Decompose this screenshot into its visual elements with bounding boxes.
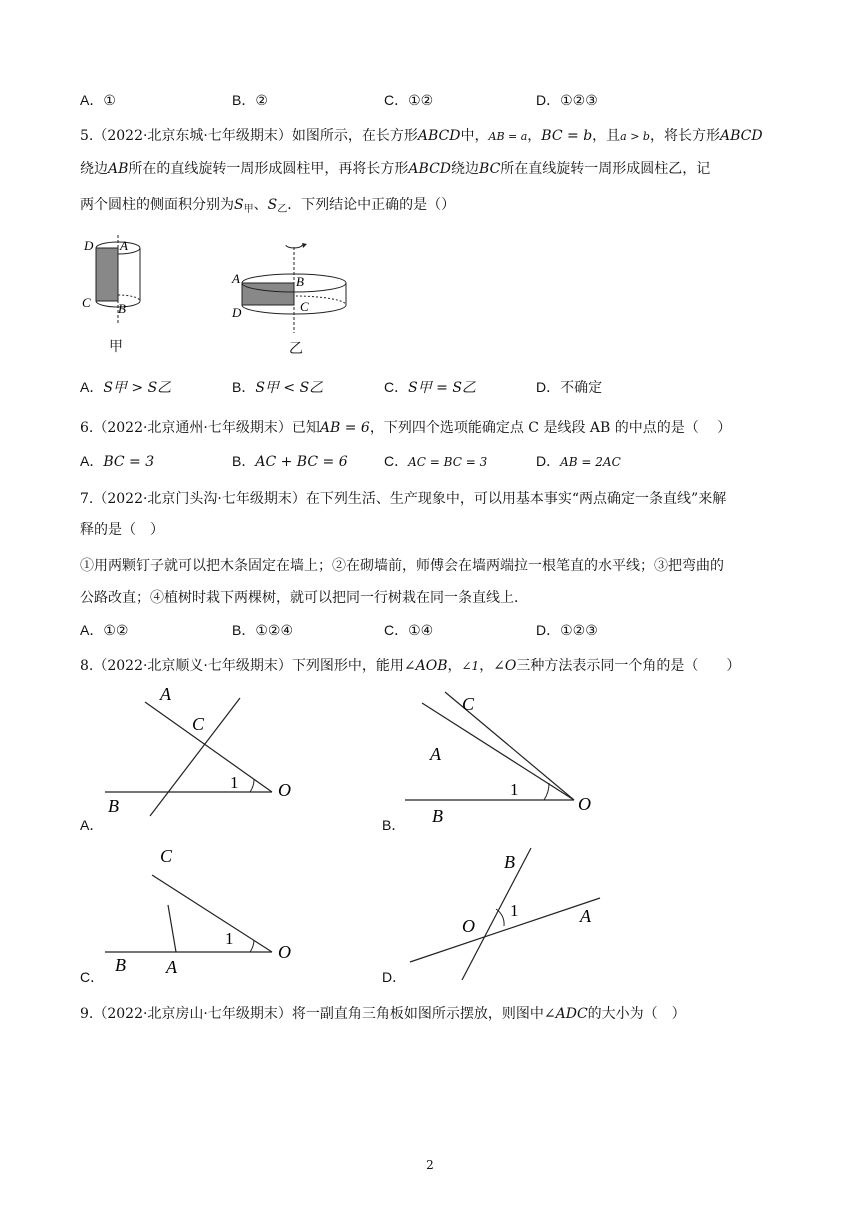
yi-label-c: C (300, 299, 309, 314)
q9-stem: 9.（2022·北京房山·七年级期末）将一副直角三角板如图所示摆放，则图中∠ADC的大小为（ ） (80, 1006, 686, 1022)
q5-option-a: A．S甲 > S乙 (80, 379, 172, 396)
q4-option-c: C．①② (384, 92, 434, 109)
q7-stem-line1: 7.（2022·北京门头沟·七年级期末）在下列生活、生产现象中，可以用基本事实“两点确定一条直线”来解 (80, 491, 727, 507)
fig-b-label-1: 1 (510, 780, 519, 799)
fig-d-label-1: 1 (510, 901, 519, 920)
q5-stem-line3: 两个圆柱的侧面积分别为$S_甲$、$S_乙$．下列结论中正确的是（） (80, 197, 456, 215)
fig-b-label-a: A (430, 744, 441, 764)
q7-option-a: A．①② (80, 622, 129, 639)
q8-figure-d (400, 840, 610, 980)
yi-label-a: A (232, 271, 240, 286)
q8-figure-c (100, 840, 310, 980)
q7-item-line4: 公路改直；④植树时栽下两棵树，就可以把同一行树栽在同一条直线上． (80, 590, 528, 606)
q8-figure-b (400, 680, 610, 830)
fig-a-label-c: C (192, 714, 205, 734)
fig-a-label-b: B (108, 796, 119, 816)
q5-option-c: C．S甲 = S乙 (384, 379, 476, 396)
fig-a-label-o: O (278, 780, 291, 800)
jia-label-c: C (82, 295, 91, 310)
jia-label-b: B (118, 301, 126, 316)
fig-d-label-b: B (504, 852, 515, 872)
fig-c-label-b: B (115, 955, 126, 975)
q7-option-b: B．①②④ (232, 622, 293, 639)
q8-figure-a-letter: A． (80, 817, 104, 833)
q6-stem: 6.（2022·北京通州·七年级期末）已知AB = 6，下列四个选项能确定点 C 是线段 AB 的中点的是（ ） (80, 420, 732, 436)
fig-c-label-o: O (278, 942, 291, 962)
fig-jia-caption: 甲 (109, 339, 123, 355)
q5-option-b: B．S甲 < S乙 (232, 379, 324, 396)
q4-option-a: A．① (80, 92, 116, 109)
fig-a-label-a: A (160, 684, 171, 704)
cylinder-jia-figure (78, 235, 158, 325)
q4-option-b: B．② (232, 92, 268, 109)
fig-c-label-a: A (166, 957, 177, 977)
cylinder-yi-figure (228, 235, 358, 335)
q4-option-d: D．①②③ (536, 92, 598, 109)
q8-figure-b-letter: B． (382, 817, 406, 833)
fig-a-label-1: 1 (230, 773, 239, 792)
q8-figure-d-letter: D． (382, 969, 407, 985)
q6-option-b: B．AC + BC = 6 (232, 453, 348, 470)
q7-item-line3: ①用两颗钉子就可以把木条固定在墙上；②在砌墙前，师傅会在墙两端拉一根笔直的水平线；③把弯曲的 (80, 558, 724, 574)
q6-option-c: C．AC = BC = 3 (384, 453, 488, 469)
q8-stem: 8.（2022·北京顺义·七年级期末）下列图形中，能用∠AOB，∠1，∠O三种方法表示同一个角的是（ ） (80, 658, 741, 674)
q7-stem-line2: 释的是（ ） (80, 522, 164, 538)
fig-d-label-o: O (462, 916, 475, 936)
q6-option-d: D．AB = 2AC (536, 453, 621, 469)
fig-b-label-o: O (578, 794, 591, 814)
page-number: 2 (426, 1158, 434, 1172)
q5-option-d: D．不确定 (536, 379, 603, 396)
jia-label-a: A (120, 238, 128, 253)
yi-label-d: D (232, 305, 242, 320)
fig-yi-caption: 乙 (289, 341, 303, 357)
q8-figure-c-letter: C． (80, 969, 105, 985)
fig-c-label-1: 1 (225, 929, 234, 948)
q8-figure-a (100, 680, 310, 830)
q6-option-a: A．BC = 3 (80, 453, 155, 470)
q7-option-d: D．①②③ (536, 622, 598, 639)
fig-c-label-c: C (160, 846, 173, 866)
q5-stem-line1: 5.（2022·北京东城·七年级期末）如图所示，在长方形ABCD中，AB = a，BC = b，且a > b，将长方形ABCD (80, 128, 763, 144)
jia-label-d: D (84, 238, 94, 253)
yi-label-b: B (296, 274, 304, 289)
q7-option-c: C．①④ (384, 622, 434, 639)
q5-stem-line2: 绕边AB所在的直线旋转一周形成圆柱甲，再将长方形ABCD绕边BC所在直线旋转一周形成圆柱乙，记 (80, 161, 711, 177)
fig-b-label-c: C (462, 694, 475, 714)
fig-d-label-a: A (580, 906, 591, 926)
fig-b-label-b: B (432, 806, 443, 826)
